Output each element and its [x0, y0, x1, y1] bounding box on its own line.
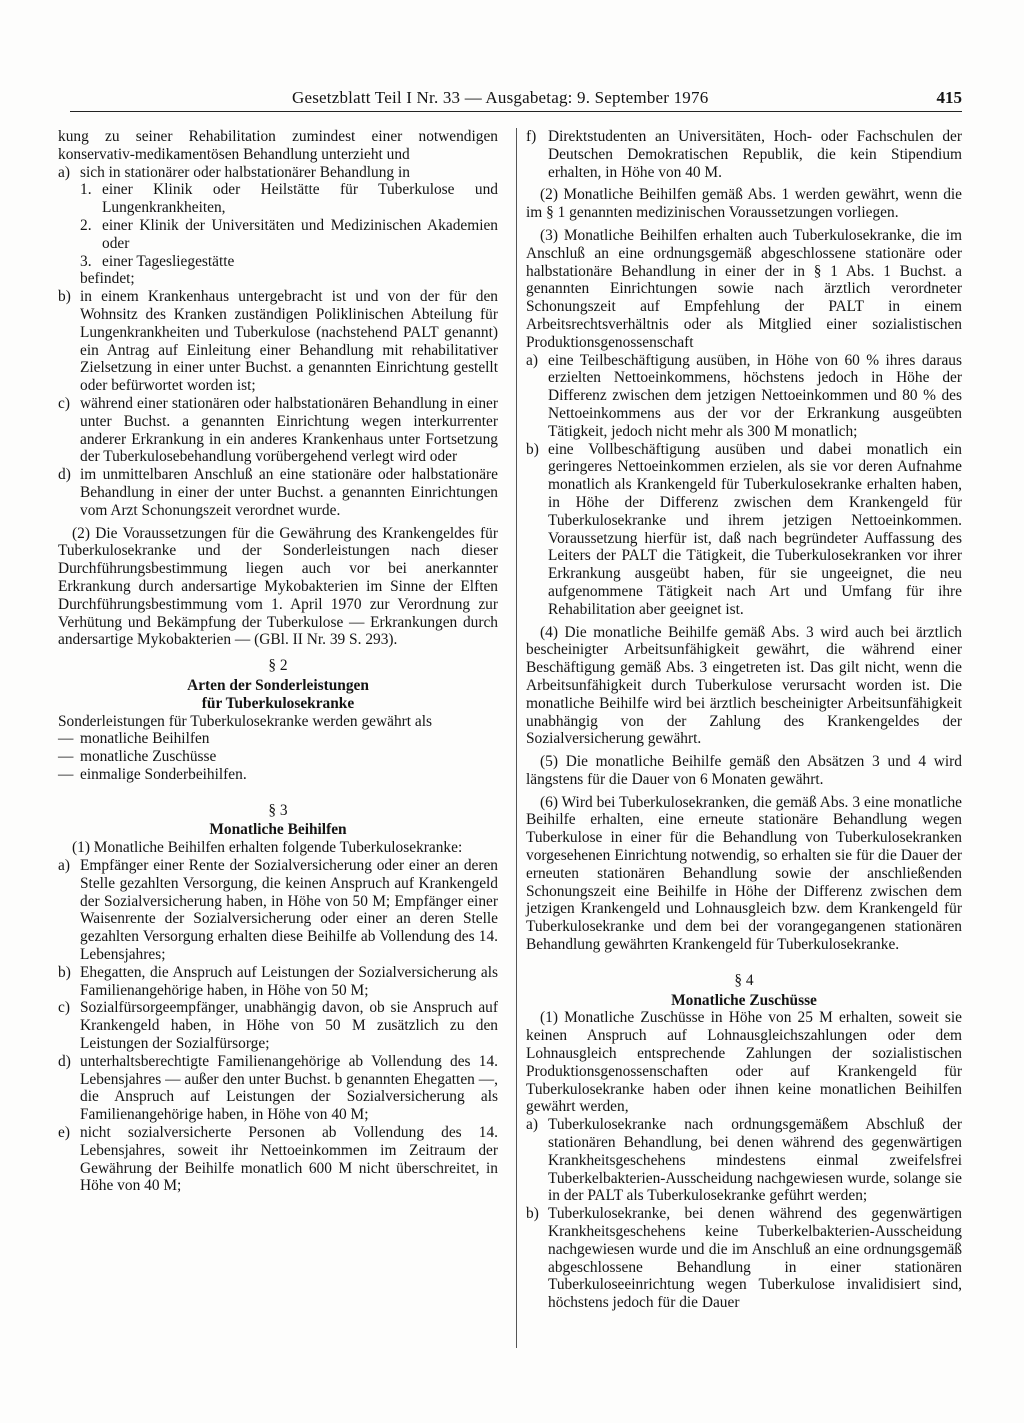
dash-item [58, 766, 498, 784]
list-item-c [58, 999, 498, 1052]
list-item-b [526, 441, 962, 619]
right-column [526, 128, 962, 1312]
item-text: monatliche Zuschüsse [80, 748, 217, 766]
dash-item [58, 748, 498, 766]
item-text: einmalige Sonderbeihilfen. [80, 765, 247, 783]
dash-mark: — [58, 730, 74, 748]
item-text: Direktstudenten an Universitäten, Hoch- oder Fachschulen der Deutschen Demokratischen Republik, die kein Stipendium erhalten, in Höhe von 40 M. [548, 128, 962, 181]
item-label: d) [58, 1052, 71, 1070]
item-text: Tuberkulosekranke, bei denen während des gegenwärtigen Krankheitsgeschehens keine Tuberkelbakterien-Ausscheidung nachgewiesen wurde und die im Anschluß an eine ordnungsgemäß abgeschlossene Behandlung in einer stationären Tuberkuloseeinrichtung wegen Tuberkulose invalidisiert sind, höchstens jedoch für die Dauer [548, 1205, 962, 1312]
item-text: im unmittelbaren Anschluß an eine stationäre oder halbstationäre Behandlung in einer der unter Buchst. a genannten Einrichtungen vom Arzt Schonungszeit verordnet wurde. [80, 466, 498, 519]
item-label: b) [526, 1205, 539, 1223]
list-item-b [58, 288, 498, 395]
paragraph-6: (6) Wird bei Tuberkulosekranken, die gemäß Abs. 3 eine monatliche Beihilfe erhalten, eine erneute stationäre Behandlung wegen Tuberkulose in einer für die Behandlung von Tuberkulosekranken vorgesehenen Einrichtung notwendig, so erhalten sie für die Dauer der erneuten stationären Behandlung sowie der anschließenden Schonungszeit eine Beihilfe in Höhe der Differenz zwischen dem jetzigen Krankengeld und Lohnausgleich bzw. dem Krankengeld für Tuberkulosekranke und dem bei der vorangegangenen stationären Behandlung gewährten Krankengeld für Tuberkulosekranke. [526, 793, 962, 954]
item-text: Empfänger einer Rente der Sozialversicherung oder einer an deren Stelle gezahlten Versorgung, die keinen Anspruch auf Krankengeld der Sozialversicherung haben, in Höhe von 50 M; Empfänger einer Waisenrente der Sozialversicherung oder einer an deren Stelle gezahlten Versorgung erhalten diese Beihilfe ab Vollendung des 14. Lebensjahres; [80, 857, 498, 964]
item-text: nicht sozialversicherte Personen ab Vollendung des 14. Lebensjahres, soweit ihr Nettoeinkommen im Zeitraum der Gewährung der Beihilfe monatlich 600 M nicht überschreitet, in Höhe von 40 M; [80, 1124, 498, 1195]
paragraph-2: (2) Monatliche Beihilfen gemäß Abs. 1 werden gewährt, wenn die im § 1 genannten medizinischen Voraussetzungen vorliegen. [526, 186, 962, 222]
item-label: d) [58, 466, 71, 484]
list-item-b [58, 964, 498, 1000]
section-4-number: § 4 [734, 971, 754, 989]
list-item-e [58, 1124, 498, 1195]
list-item-c [58, 395, 498, 466]
section-2-title-line-2: für Tuberkulosekranke [201, 694, 355, 712]
item-label: b) [526, 440, 539, 458]
dash-mark: — [58, 748, 74, 766]
item-text: sich in stationärer oder halbstationärer Behandlung in [80, 163, 410, 181]
item-text: Ehegatten, die Anspruch auf Leistungen der Sozialversicherung als Familienangehörige haben, in Höhe von 50 M; [80, 963, 498, 999]
gazette-title: Gesetzblatt Teil I Nr. 33 — Ausgabetag: 9. September 1976 [292, 88, 709, 107]
header-rule [70, 111, 962, 112]
section-2-number: § 2 [268, 657, 288, 675]
item-text: während einer stationären oder halbstationären Behandlung in einer unter Buchst. a genannten Einrichtung wegen interkurrenter anderer Erkrankung in ein anderes Krankenhaus unter Fortsetzung der Tuberkulosebehandlung vorübergehend verlegt wird oder [80, 394, 498, 466]
item-label: a) [58, 163, 70, 181]
paragraph-5: (5) Die monatliche Beihilfe gemäß den Absätzen 3 und 4 wird längstens für die Dauer von 6 Monaten gewährt. [526, 753, 962, 788]
list-item-d [58, 1053, 498, 1124]
list-item-f [526, 128, 962, 181]
paragraph-2: (2) Die Voraussetzungen für die Gewährung des Krankengeldes für Tuberkulosekranke und der Sonderleistungen nach dieser Durchführungsbestimmung liegen auch vor bei anerkannter Erkrankung durch andersartige Mykobakterien im Sinne der Elften Durchführungsbestimmung vom 1. April 1970 zur Verordnung zur Verhütung und Bekämpfung der Tuberkulose — Erkrankungen durch andersartige Mykobakterien — (GBl. II Nr. 39 S. 293). [58, 524, 498, 649]
item-text: Sozialfürsorgeempfänger, unabhängig davon, ob sie Anspruch auf Krankengeld haben, in Höhe von 50 M zusätzlich zu den Leistungen der Sozialfürsorge; [80, 999, 498, 1053]
item-label: a) [526, 351, 538, 369]
item-text: eine Teilbeschäftigung ausüben, in Höhe von 60 % ihres daraus erzielten Nettoeinkommens, höchstens jedoch in Höhe der Differenz zwischen dem jetzigen Nettoeinkommen und 80 % des Nettoeinkommens aus der vor der Erkrankung ausgeübten Tätigkeit, jedoch nicht mehr als 300 M monatlich; [548, 351, 962, 440]
section-3-title: Monatliche Beihilfen [209, 821, 347, 839]
sub-item-3 [80, 253, 498, 271]
item-label: a) [58, 857, 70, 875]
item-a-tail: befindet; [80, 270, 135, 288]
item-text: Tuberkulosekranke nach ordnungsgemäßem Abschluß der stationären Behandlung, bei denen während des gegenwärtigen Krankheitsgeschehens mindestens einmal zweifelsfrei Tuberkelbakterien-Ausscheidung nachgewiesen wurde, solange sie in der PALT als Tuberkulosekranke geführt werden; [548, 1116, 962, 1205]
intro-paragraph: kung zu seiner Rehabilitation zumindest einer notwendigen konservativ-medikamentösen Behandlung unterzieht und [58, 128, 498, 163]
section-2-title-line-1: Arten der Sonderleistungen [187, 676, 369, 694]
list-item-a [526, 352, 962, 441]
item-text: einer Tagesliegestätte [102, 252, 235, 270]
item-label: 1. [80, 181, 92, 199]
page-header [70, 88, 962, 112]
item-text: einer Klinik oder Heilstätte für Tuberkulose und Lungenkrankheiten, [102, 181, 498, 217]
section-4-intro: (1) Monatliche Zuschüsse in Höhe von 25 M erhalten, soweit sie keinen Anspruch auf Lohnausgleichszahlungen oder dem Lohnausgleich entsprechende Zahlungen der sozialistischen Produktionsgenossenschaften oder auf Krankengeld für Tuberkulosekranke haben oder ihnen keine monatlichen Beihilfen gewährt werden, [526, 1009, 962, 1116]
item-label: 3. [80, 252, 92, 270]
sub-item-2 [80, 217, 498, 253]
section-4-title: Monatliche Zuschüsse [671, 991, 817, 1009]
item-label: f) [526, 128, 537, 145]
item-label: b) [58, 288, 71, 306]
paragraph-4: (4) Die monatliche Beihilfe gemäß Abs. 3 wird auch bei ärztlich bescheinigter Arbeitsunfähigkeit gewährt, die während einer Beschäftigung gemäß Abs. 3 eingetreten ist. Das gilt nicht, wenn die Arbeitsunfähigkeit durch Tuberkulose verursacht worden ist. Die monatliche Beihilfe wird bei ärztlich bescheinigter Arbeitsunfähigkeit unabhängig von der Zahlung des Krankengeldes der Sozialversicherung gewährt. [526, 623, 962, 748]
item-text: eine Vollbeschäftigung ausüben und dabei monatlich ein geringeres Nettoeinkommen erzielen, als sie vor deren Aufnahme monatlich als Krankengeld für Tuberkulosekranke erhalten haben, in Höhe der Differenz zwischen dem Krankengeld für Tuberkulosekranke und ihrem jetzigen Nettoeinkommen. Voraussetzung hierfür ist, daß nach begründeter Auffassung des Leiters der PALT die Tätigkeit, die Tuberkulosekranken vor ihrer Erkrankung ausgeübt haben, für sie ungeeignet, die neu aufgenommene Tätigkeit nach Art und Umfang für ihre Rehabilitation aber geeignet ist. [548, 440, 962, 618]
item-label: c) [58, 999, 70, 1017]
item-label: c) [58, 394, 70, 412]
list-item-a [526, 1116, 962, 1205]
column-divider [516, 128, 517, 1348]
page-number: 415 [936, 88, 962, 107]
item-text: monatliche Beihilfen [80, 730, 210, 748]
list-item-a [58, 164, 498, 182]
item-text: unterhaltsberechtigte Familienangehörige ab Vollendung des 14. Lebensjahres — außer den unter Buchst. b genannten Ehegatten —, die Anspruch auf Leistungen der Sozialversicherung als Familienangehörige haben, in Höhe von 40 M; [80, 1052, 498, 1124]
section-3-intro: (1) Monatliche Beihilfen erhalten folgende Tuberkulosekranke: [72, 839, 463, 857]
list-item-a [58, 857, 498, 964]
item-label: e) [58, 1124, 70, 1142]
list-item-d [58, 466, 498, 519]
item-text: in einem Krankenhaus untergebracht ist und von der für den Wohnsitz des Kranken zuständigen Poliklinischen Abteilung für Lungenkrankheiten und Tuberkulose (nachstehend PALT genannt) ein Antrag auf Einleitung einer Behandlung mit rehabilitativer Zielsetzung in einer unter Buchst. a genannten Einrichtung gestellt oder befürwortet worden ist; [80, 288, 498, 395]
dash-mark: — [58, 765, 74, 783]
paragraph-3: (3) Monatliche Beihilfen erhalten auch Tuberkulosekranke, die im Anschluß an eine ordnungsgemäß abgeschlossene stationäre oder halbstationäre Behandlung in einer der in § 1 Abs. 1 Buchst. a genannten Einrichtungen sowie nach ärztlich verordneter Schonungszeit auf Empfehlung der PALT in einem Arbeitsrechtsverhältnis oder als Mitglied einer sozialistischen Produktionsgenossenschaft [526, 226, 962, 351]
section-2-intro: Sonderleistungen für Tuberkulosekranke werden gewährt als [58, 712, 432, 730]
item-label: a) [526, 1116, 538, 1134]
item-label: 2. [80, 216, 92, 234]
sub-item-1 [80, 181, 498, 217]
section-3-number: § 3 [268, 801, 288, 819]
list-item-b [526, 1205, 962, 1312]
left-column [58, 128, 498, 1195]
item-text: einer Klinik der Universitäten und Medizinischen Akademien oder [102, 216, 498, 252]
item-label: b) [58, 963, 71, 981]
dash-item [58, 730, 498, 748]
